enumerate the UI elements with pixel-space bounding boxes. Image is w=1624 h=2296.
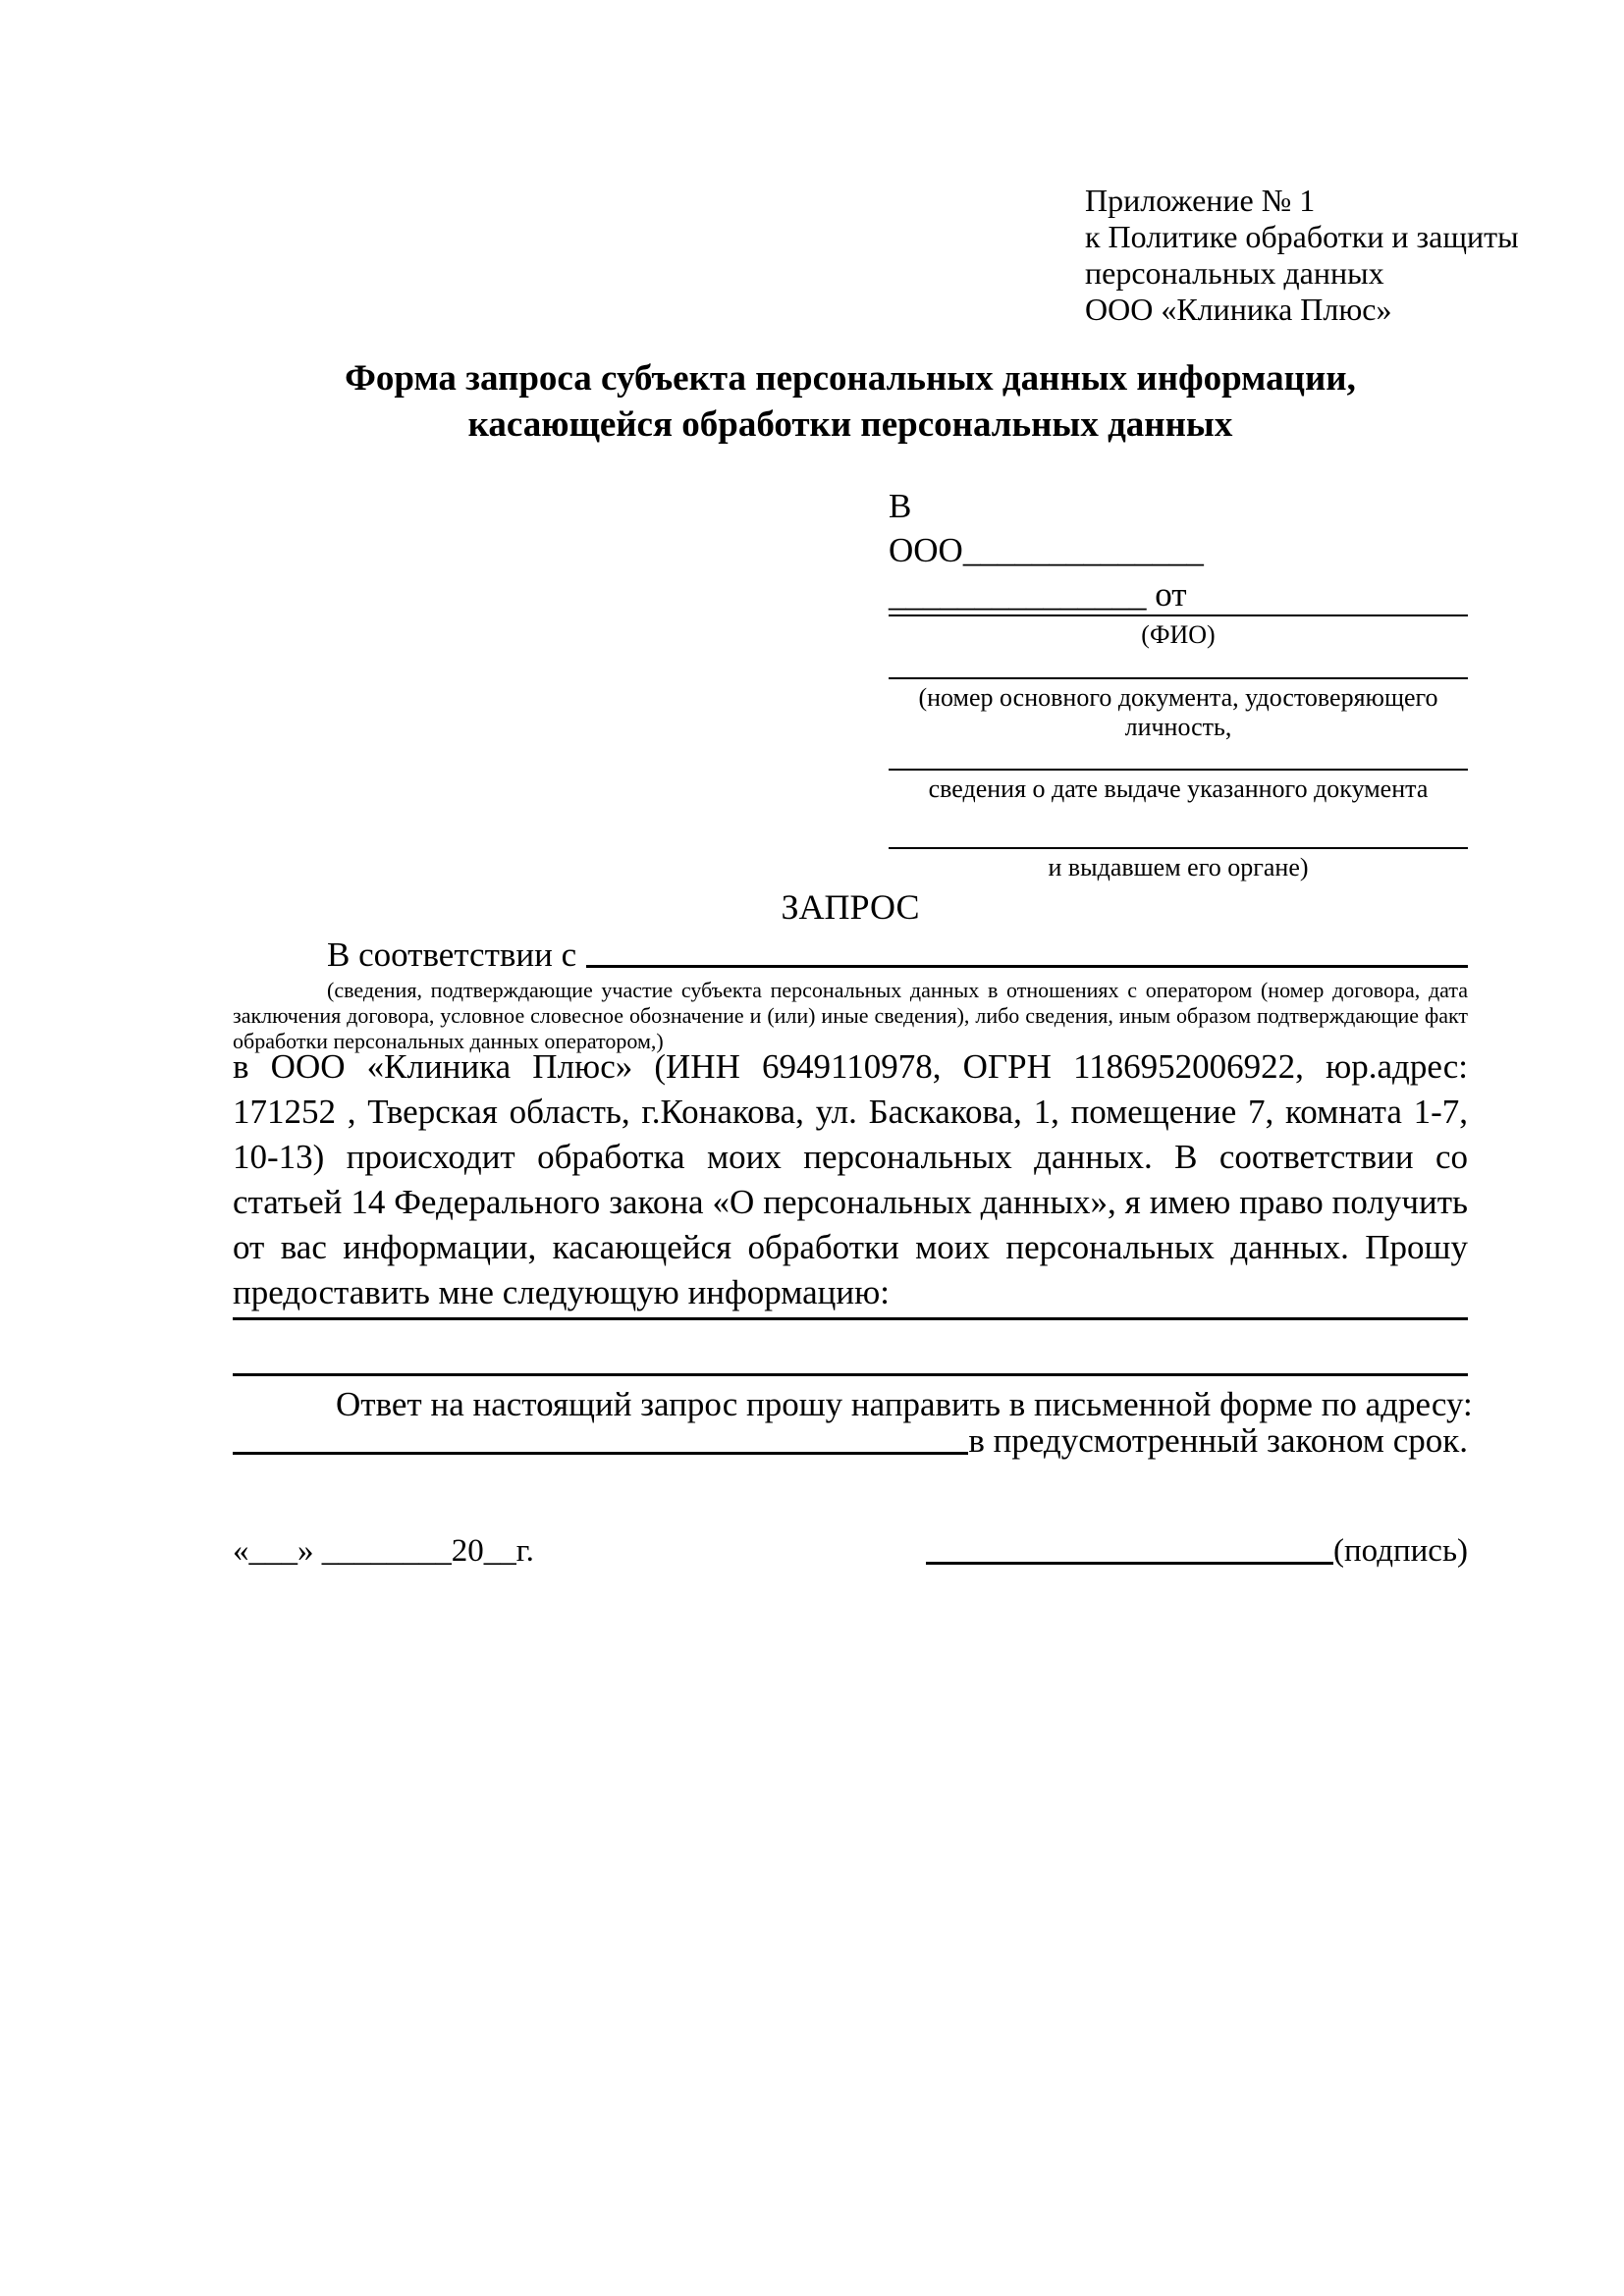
intro-fill-line (586, 965, 1468, 968)
appendix-line-4: ООО «Клиника Плюс» (1085, 292, 1392, 327)
appendix-line-1: Приложение № 1 (1085, 183, 1316, 218)
addressee-from-line (889, 573, 1187, 616)
intro-text: В соответствии с (327, 935, 577, 974)
title-line-1: Форма запроса субъекта персональных данных информации, (345, 358, 1356, 399)
from-label: от (1155, 575, 1187, 614)
fio-caption: (ФИО) (1141, 620, 1216, 649)
answer-address-row (233, 1421, 1468, 1461)
issuer-fill-line (889, 847, 1468, 849)
fio-fill-line (889, 614, 1468, 616)
issue-date-fill-line (889, 769, 1468, 771)
doc-number-caption: (номер основного документа, удостоверяющего личность, (918, 683, 1438, 741)
appendix-header (1085, 183, 1519, 328)
appendix-line-2: к Политике обработки и защиты (1085, 219, 1519, 254)
addressee-org-line: ООО______________ (889, 531, 1204, 569)
answer-tail-text: в предусмотренный законом срок. (968, 1421, 1468, 1460)
issue-date-caption: сведения о дате выдаче указанного документа (928, 774, 1429, 803)
address-fill-line (233, 1452, 968, 1455)
info-fill-line-2 (233, 1373, 1468, 1376)
legal-note: (сведения, подтверждающие участие субъекта персональных данных в отношениях с оператором (номер договора, дата заключения договора, условное словесное обозначение и (или) иные сведения), либо сведения, иным образом подтверждающие факт обработки персональных данных оператором,) (233, 978, 1468, 1053)
from-blank: _______________ (889, 575, 1147, 614)
request-heading: ЗАПРОС (781, 887, 920, 927)
addressee-to: В (889, 487, 912, 525)
footer-row (233, 1531, 1468, 1571)
info-fill-line-1 (233, 1317, 1468, 1320)
doc-number-fill-line (889, 677, 1468, 679)
answer-intro-line: Ответ на настоящий запрос прошу направить в письменной форме по адресу: (336, 1385, 1473, 1423)
date-field: «___» ________20__г. (233, 1533, 534, 1569)
title-line-2: касающейся обработки персональных данных (467, 404, 1233, 445)
intro-row (233, 935, 1468, 975)
signature-fill-line (926, 1562, 1333, 1565)
appendix-line-3: персональных данных (1085, 255, 1384, 291)
signature-group (926, 1531, 1468, 1571)
issuer-caption: и выдавшем его органе) (1048, 853, 1309, 881)
signature-caption: (подпись) (1333, 1533, 1468, 1569)
request-body: в ООО «Клиника Плюс» (ИНН 6949110978, ОГРН 1186952006922, юр.адрес: 171252 , Тверская область, г.Конакова, ул. Баскакова, 1, помещение 7, комната 1-7, 10-13) происходит обработка моих персональных данных. В соответствии со статьей 14 Федерального закона «О персональных данных», я имею право получить от вас информации, касающейся обработки моих персональных данных. Прошу предоставить мне следующую информацию: (233, 1047, 1468, 1311)
document-title (233, 355, 1468, 448)
